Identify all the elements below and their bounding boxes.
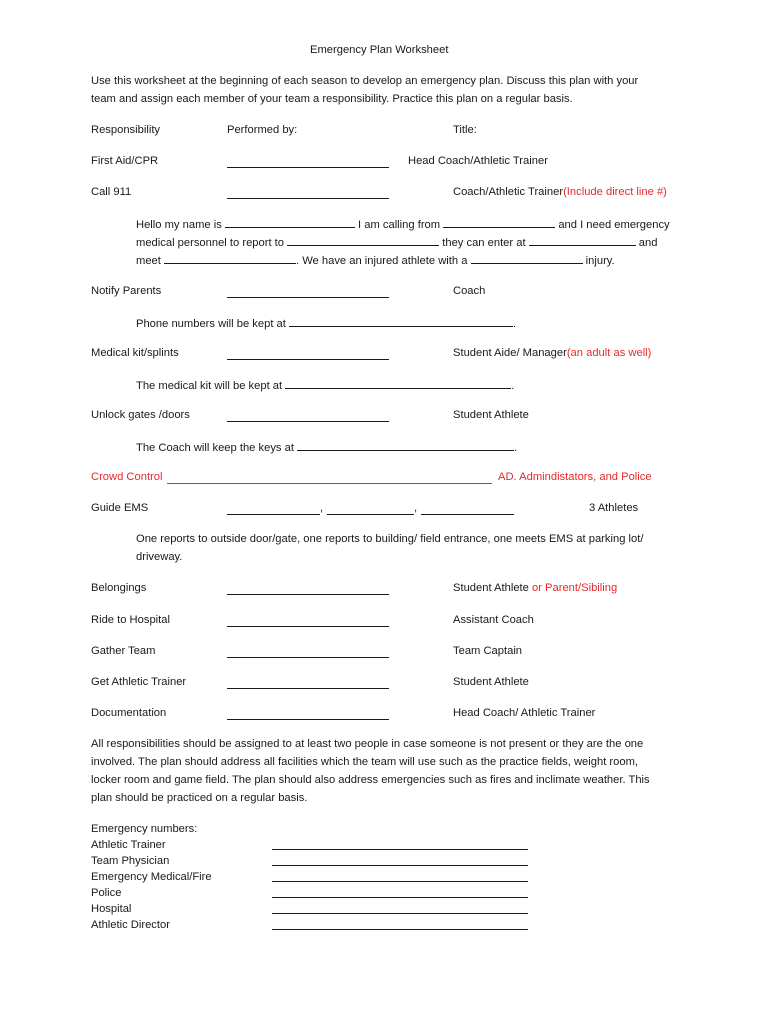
- emergency-number-label: Hospital: [91, 903, 132, 915]
- row-title-documentation: Head Coach/ Athletic Trainer: [453, 707, 596, 719]
- gather-team-performer-blank[interactable]: [227, 657, 389, 658]
- guide-ems-blank-1[interactable]: [227, 514, 320, 515]
- row-title-crowd-control: AD. Admindistators, and Police: [498, 471, 652, 483]
- row-title-belongings: Student Athlete or Parent/Sibiling: [453, 582, 618, 594]
- guide-ems-blank-3[interactable]: [421, 514, 514, 515]
- row-label-belongings: Belongings: [91, 582, 147, 594]
- row-title-notify-parents: Coach: [453, 285, 486, 297]
- ems-note-line-1: One reports to outside door/gate, one reports to building/ field entrance, one meets EMS at parking lot/: [136, 533, 644, 545]
- report-to-blank[interactable]: [287, 234, 439, 246]
- enter-at-blank[interactable]: [529, 234, 636, 246]
- guide-ems-comma-1: ,: [320, 502, 324, 514]
- row-title-gather-team: Team Captain: [453, 645, 523, 657]
- emergency-number-label: Team Physician: [91, 855, 170, 867]
- row-label-first-aid: First Aid/CPR: [91, 155, 159, 167]
- medical-kit-performer-blank[interactable]: [227, 359, 389, 360]
- get-trainer-performer-blank[interactable]: [227, 688, 389, 689]
- emergency-number-label: Athletic Director: [91, 919, 170, 931]
- hospital-number-blank[interactable]: [272, 913, 528, 914]
- intro-line-2: team and assign each member of your team a responsibility. Practice this plan on a regular basis.: [91, 93, 573, 105]
- row-title-medical-kit: Student Aide/ Manager(an adult as well): [453, 347, 652, 359]
- medical-kit-location-note: The medical kit will be kept at .: [136, 377, 514, 393]
- header-performed-by: Performed by:: [227, 124, 298, 136]
- script-911-line-1: Hello my name is I am calling from and I need emergency: [136, 216, 670, 232]
- ems-note-line-2: driveway.: [136, 551, 183, 563]
- unlock-gates-performer-blank[interactable]: [227, 421, 389, 422]
- row-label-medical-kit: Medical kit/splints: [91, 347, 179, 359]
- guide-ems-comma-2: ,: [414, 502, 418, 514]
- injury-type-blank[interactable]: [471, 252, 583, 264]
- caller-name-blank[interactable]: [225, 216, 355, 228]
- intro-line-1: Use this worksheet at the beginning of each season to develop an emergency plan. Discuss this plan with your: [91, 75, 639, 87]
- page-title: Emergency Plan Worksheet: [310, 44, 449, 56]
- emergency-number-label: Emergency Medical/Fire: [91, 871, 212, 883]
- row-title-first-aid: Head Coach/Athletic Trainer: [408, 155, 548, 167]
- row-label-notify-parents: Notify Parents: [91, 285, 162, 297]
- athletic-director-number-blank[interactable]: [272, 929, 528, 930]
- row-label-documentation: Documentation: [91, 707, 167, 719]
- row-title-call-911: Coach/Athletic Trainer(Include direct line #): [453, 186, 667, 198]
- meet-blank[interactable]: [164, 252, 296, 264]
- call-911-note: (Include direct line #): [563, 186, 667, 198]
- phone-numbers-note: Phone numbers will be kept at .: [136, 315, 516, 331]
- script-911-line-2: medical personnel to report to they can enter at and: [136, 234, 657, 250]
- kit-location-blank[interactable]: [285, 377, 511, 389]
- script-911-line-3: meet . We have an injured athlete with a injury.: [136, 252, 615, 268]
- closing-line-2: involved. The plan should address all facilities which the team will use such as the practice fields, weight room,: [91, 756, 639, 768]
- first-aid-performer-blank[interactable]: [227, 167, 389, 168]
- belongings-note: or Parent/Sibiling: [528, 582, 618, 594]
- emergency-medical-number-blank[interactable]: [272, 881, 528, 882]
- athletic-trainer-number-blank[interactable]: [272, 849, 528, 850]
- closing-line-4: plan should be practiced on a regular basis.: [91, 792, 308, 804]
- row-title-guide-ems: 3 Athletes: [589, 502, 639, 514]
- emergency-numbers-heading: Emergency numbers:: [91, 823, 198, 835]
- row-label-unlock-gates: Unlock gates /doors: [91, 409, 190, 421]
- team-physician-number-blank[interactable]: [272, 865, 528, 866]
- row-title-unlock-gates: Student Athlete: [453, 409, 529, 421]
- police-number-blank[interactable]: [272, 897, 528, 898]
- medical-kit-note: (an adult as well): [566, 347, 652, 359]
- row-title-get-trainer: Student Athlete: [453, 676, 529, 688]
- keys-location-note: The Coach will keep the keys at .: [136, 439, 517, 455]
- documentation-performer-blank[interactable]: [227, 719, 389, 720]
- header-title: Title:: [453, 124, 477, 136]
- calling-from-blank[interactable]: [443, 216, 555, 228]
- row-label-crowd-control: Crowd Control: [91, 471, 163, 483]
- row-label-ride-hospital: Ride to Hospital: [91, 614, 170, 626]
- row-label-get-trainer: Get Athletic Trainer: [91, 676, 187, 688]
- row-label-gather-team: Gather Team: [91, 645, 156, 657]
- emergency-number-label: Athletic Trainer: [91, 839, 166, 851]
- phone-location-blank[interactable]: [289, 315, 513, 327]
- belongings-performer-blank[interactable]: [227, 594, 389, 595]
- row-label-call-911: Call 911: [91, 186, 132, 198]
- closing-line-1: All responsibilities should be assigned to at least two people in case someone is not present or they are the one: [91, 738, 644, 750]
- ride-hospital-performer-blank[interactable]: [227, 626, 389, 627]
- header-responsibility: Responsibility: [91, 124, 161, 136]
- crowd-control-performer-blank[interactable]: [167, 483, 492, 484]
- row-label-guide-ems: Guide EMS: [91, 502, 149, 514]
- row-title-ride-hospital: Assistant Coach: [453, 614, 534, 626]
- guide-ems-blank-2[interactable]: [327, 514, 414, 515]
- keys-location-blank[interactable]: [297, 439, 514, 451]
- emergency-number-label: Police: [91, 887, 122, 899]
- closing-line-3: locker room and game field. The plan should also address emergencies such as fires and inclimate weather. This: [91, 774, 650, 786]
- call-911-performer-blank[interactable]: [227, 198, 389, 199]
- notify-parents-performer-blank[interactable]: [227, 297, 389, 298]
